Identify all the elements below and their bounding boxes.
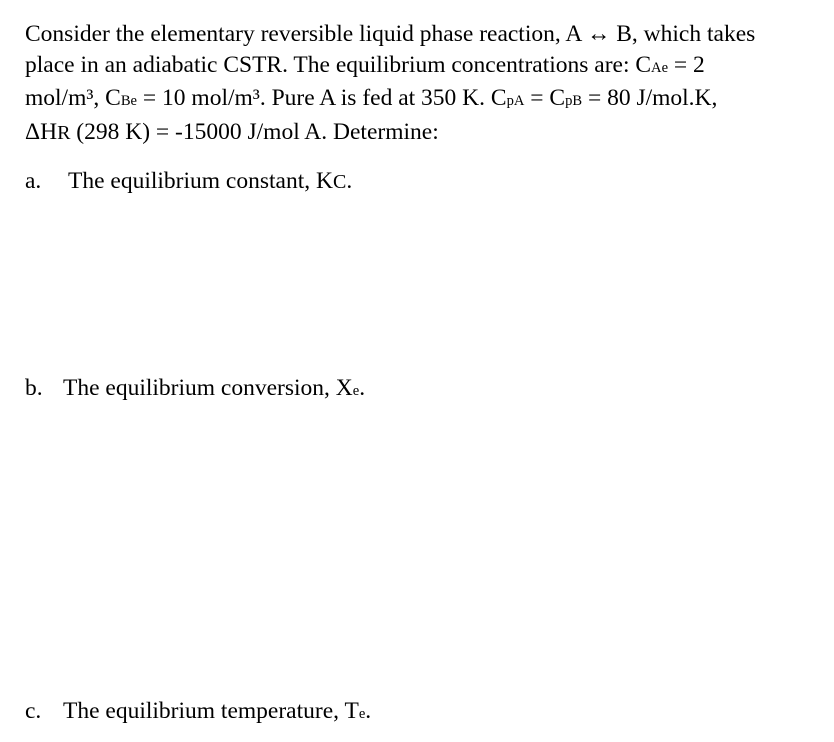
- part-subscript: e: [358, 706, 366, 722]
- reversible-arrow-icon: ↔: [586, 21, 611, 47]
- part-marker: c.: [25, 698, 42, 724]
- subscript-ae: Ae: [651, 59, 669, 76]
- problem-line-4: ΔHR (298 K) = -15000 J/mol A. Determine:: [25, 118, 439, 145]
- problem-statement: [25, 19, 830, 148]
- problem-line-1: Consider the elementary reversible liquid phase reaction, A ↔ B, which takes: [25, 21, 756, 47]
- question-part-c: c. The equilibrium temperature, Te.: [25, 698, 372, 724]
- problem-line-3: mol/m³, CBe = 10 mol/m³. Pure A is fed at 350 K. CpA = CpB = 80 J/mol.K,: [25, 85, 718, 111]
- part-text: The equilibrium conversion, X: [63, 375, 353, 401]
- question-part-a: a. The equilibrium constant, KC.: [25, 168, 353, 194]
- problem-line-2: place in an adiabatic CSTR. The equilibrium concentrations are: CAe = 2: [25, 51, 705, 78]
- part-text: The equilibrium constant, K: [68, 168, 333, 194]
- part-subscript: e: [352, 383, 360, 399]
- subscript-pa: pA: [506, 93, 525, 109]
- part-text: The equilibrium temperature, T: [63, 698, 359, 724]
- subscript-be: Be: [120, 93, 138, 109]
- subscript-r: R: [57, 121, 71, 144]
- part-subscript: C: [332, 171, 347, 193]
- part-marker: a.: [25, 168, 42, 194]
- question-part-b: b. The equilibrium conversion, Xe.: [25, 375, 366, 401]
- subscript-pb: pB: [565, 93, 583, 109]
- part-marker: b.: [25, 375, 43, 401]
